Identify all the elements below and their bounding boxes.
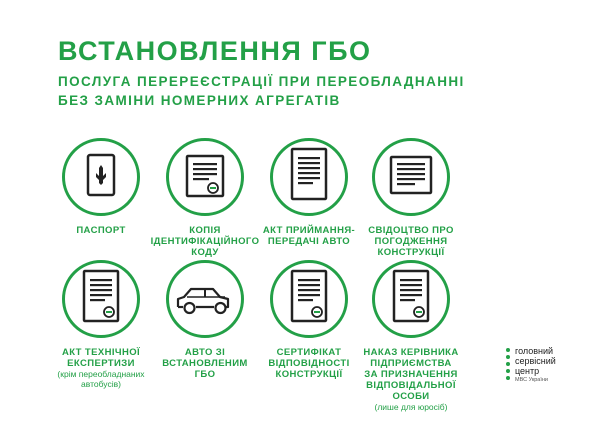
item-label: АВТО ЗІ ВСТАНОВЛЕНИМ ГБО <box>162 347 248 380</box>
icon-circle <box>372 260 450 338</box>
item-passport <box>41 138 161 236</box>
item-technical-expertise <box>41 260 161 389</box>
logo-dots-icon <box>506 348 512 383</box>
item-note: (лише для юросіб) <box>374 402 448 412</box>
car-icon <box>169 263 241 335</box>
page-title: ВСТАНОВЛЕННЯ ГБО <box>58 36 372 66</box>
logo-text: головний сервісний центр МВС України <box>515 346 556 383</box>
item-label: АКТ ПРИЙМАННЯ- ПЕРЕДАЧІ АВТО <box>262 225 356 247</box>
item-label: СВІДОЦТВО ПРО ПОГОДЖЕННЯ КОНСТРУКЦІЇ <box>368 225 454 258</box>
icon-circle <box>372 138 450 216</box>
item-label: КОПІЯ ІДЕНТИФІКАЦІЙНОГО КОДУ <box>150 225 260 258</box>
icon-circle <box>270 138 348 216</box>
icon-circle <box>62 138 140 216</box>
item-label: АКТ ТЕХНІЧНОЇ ЕКСПЕРТИЗИ <box>61 347 141 369</box>
page-subtitle <box>58 72 465 110</box>
item-label: СЕРТИФІКАТ ВІДПОВІДНОСТІ КОНСТРУКЦІЇ <box>268 347 350 380</box>
item-company-order <box>351 260 471 412</box>
document-stamp-icon <box>273 263 345 335</box>
document-stamp-icon <box>65 263 137 335</box>
item-car-with-lpg <box>145 260 265 380</box>
item-approval-certificate <box>351 138 471 258</box>
subtitle-line: БЕЗ ЗАМІНИ НОМЕРНИХ АГРЕГАТІВ <box>58 93 341 108</box>
document-icon <box>375 141 447 213</box>
passport-icon <box>65 141 137 213</box>
document-stamp-icon <box>169 141 241 213</box>
subtitle-line: ПОСЛУГА ПЕРЕРЕЄСТРАЦІЇ ПРИ ПЕРЕОБЛАДНАННІ <box>58 74 465 89</box>
document-icon <box>273 141 345 213</box>
document-stamp-icon <box>375 263 447 335</box>
item-id-code-copy <box>145 138 265 258</box>
item-label: ПАСПОРТ <box>76 225 126 236</box>
item-note: (крім переобладнаних автобусів) <box>57 369 145 389</box>
icon-circle <box>62 260 140 338</box>
icon-circle <box>270 260 348 338</box>
icon-circle <box>166 260 244 338</box>
item-label: НАКАЗ КЕРІВНИКА ПІДПРИЄМСТВА ЗА ПРИЗНАЧЕННЯ ВІДПОВІДАЛЬНОЇ ОСОБИ <box>363 347 459 402</box>
icon-circle <box>166 138 244 216</box>
